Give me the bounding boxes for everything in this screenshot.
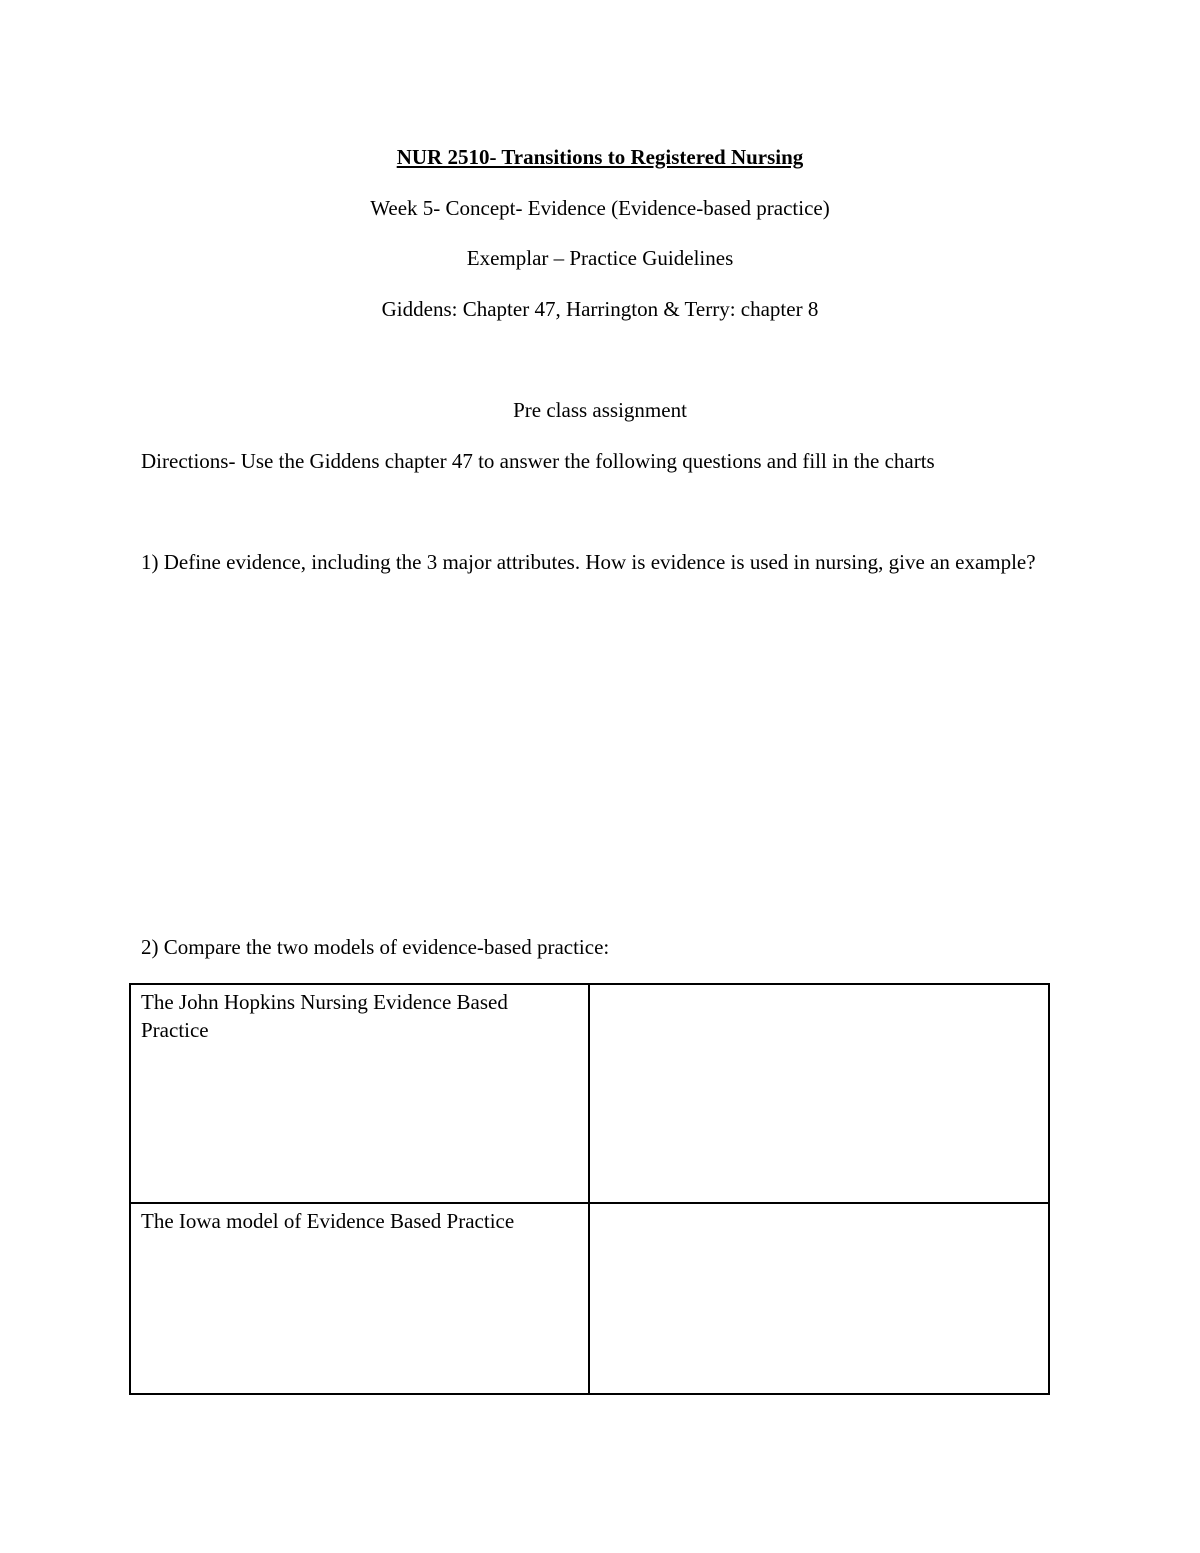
comparison-table	[129, 983, 1050, 1395]
assignment-label: Pre class assignment	[513, 398, 687, 422]
table-cell-label: The Iowa model of Evidence Based Practice	[130, 1203, 589, 1394]
question-2: 2) Compare the two models of evidence-based practice:	[141, 935, 610, 959]
directions-text: Directions- Use the Giddens chapter 47 to answer the following questions and fill in the charts	[141, 449, 935, 473]
exemplar-line: Exemplar – Practice Guidelines	[466, 246, 734, 270]
table-cell-label: The John Hopkins Nursing Evidence Based Practice	[130, 984, 589, 1203]
table-row	[130, 984, 1049, 1203]
week-concept: Week 5- Concept- Evidence (Evidence-based practice)	[370, 196, 830, 220]
readings-line: Giddens: Chapter 47, Harrington & Terry: chapter 8	[381, 297, 819, 321]
table-row	[130, 1203, 1049, 1394]
course-title: NUR 2510- Transitions to Registered Nursing	[396, 145, 804, 169]
table-cell-answer[interactable]	[589, 984, 1049, 1203]
table-cell-answer[interactable]	[589, 1203, 1049, 1394]
question-1: 1) Define evidence, including the 3 major attributes. How is evidence is used in nursing, give an example?	[141, 550, 1036, 574]
